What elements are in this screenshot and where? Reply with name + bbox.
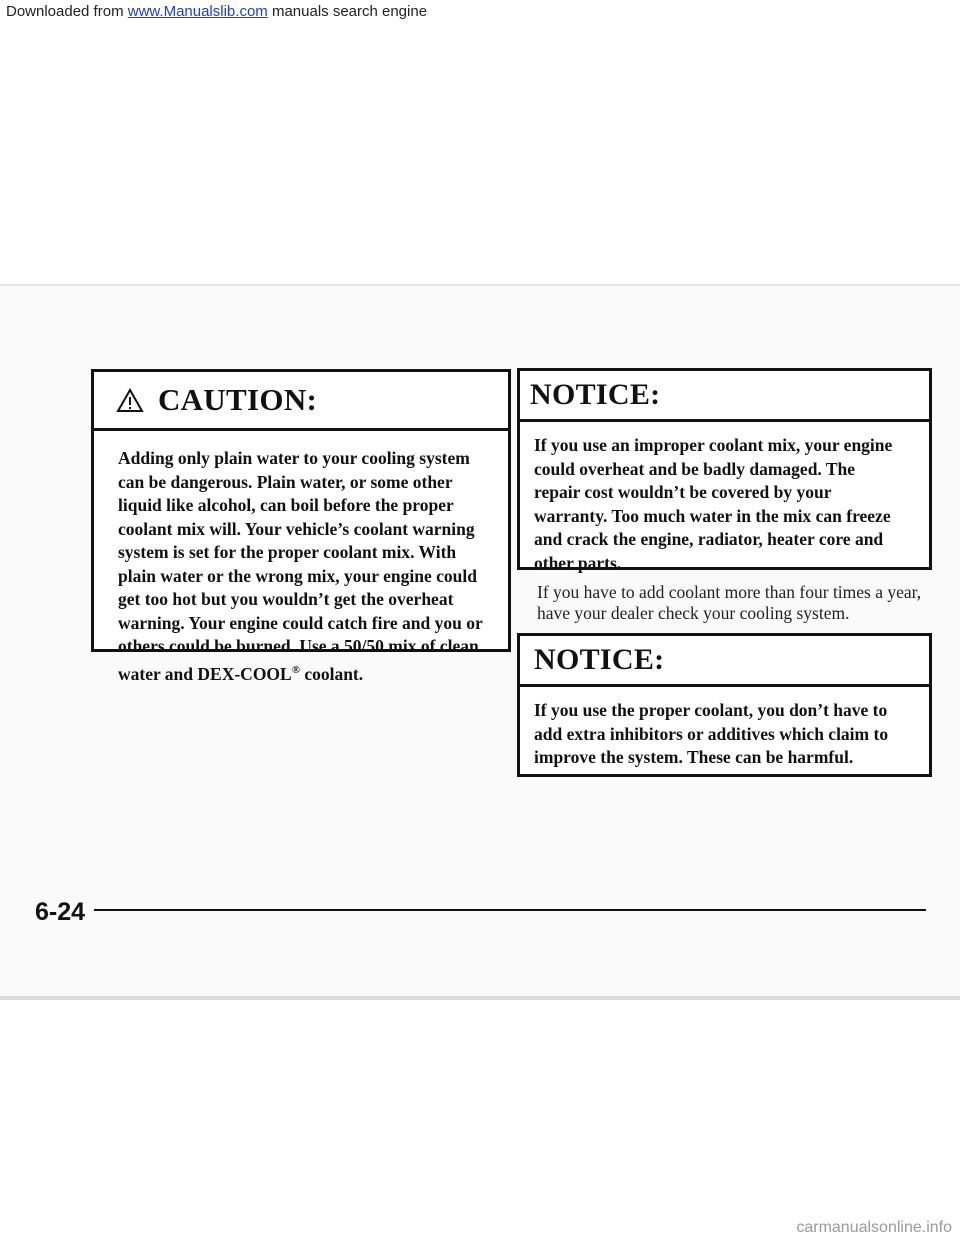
caution-line: Adding only plain water to your cooling system [118,448,470,468]
page-bottom-edge [0,996,960,1000]
manualslib-link[interactable]: www.Manualslib.com [127,3,268,20]
notice-text [520,687,929,770]
caution-text [94,431,508,686]
paragraph-line: have your dealer check your cooling system. [537,603,850,623]
caution-line: others could be burned. Use a 50/50 mix of clean [118,636,479,656]
caution-line: warning. Your engine could catch fire and you or [118,612,483,633]
notice-header [520,636,929,687]
caution-line: liquid like alcohol, can boil before the proper [118,495,454,515]
notice-box-additives [517,633,932,777]
download-source-banner [6,3,427,20]
notice-header [520,371,929,422]
notice-line: could overheat and be badly damaged. The [534,458,856,479]
banner-prefix: Downloaded from [6,3,128,20]
notice-title: NOTICE: [534,643,665,676]
caution-title: CAUTION: [158,382,318,417]
coolant-frequency-paragraph [537,582,937,624]
caution-line: get too hot but you wouldn’t get the overheat [118,589,454,609]
caution-line: plain water or the wrong mix, your engine could [118,565,477,586]
caution-line: system is set for the proper coolant mix. With [118,542,457,562]
caution-triangle-icon [116,388,144,413]
paragraph-line: If you have to add coolant more than four times a year, [537,582,922,602]
notice-line: If you use the proper coolant, you don’t have to [534,700,888,720]
caution-line: can be dangerous. Plain water, or some other [118,471,453,492]
notice-text [520,422,929,575]
caution-header [94,372,508,431]
footer-rule [94,909,926,911]
notice-line: repair cost wouldn’t be covered by your [534,482,832,502]
caution-line [118,659,494,686]
notice-line: other parts. [534,552,622,573]
banner-suffix: manuals search engine [267,3,428,20]
notice-line: If you use an improper coolant mix, your engine [534,435,893,455]
notice-line: improve the system. These can be harmful. [534,747,854,767]
notice-box-coolant-mix [517,368,932,573]
notice-line: and crack the engine, radiator, heater core and [534,529,884,549]
notice-line: warranty. Too much water in the mix can freeze [534,505,891,526]
caution-last-line-start: water and DEX-COOL [118,663,292,684]
notice-title: NOTICE: [530,378,661,411]
notice-line: add extra inhibitors or additives which claim to [534,723,889,744]
page-number: 6-24 [35,898,86,926]
site-watermark: carmanualsonline.info [796,1219,952,1236]
caution-box [91,369,511,684]
caution-last-line-end: coolant. [299,663,364,684]
registered-mark: ® [291,663,300,676]
caution-line: coolant mix will. Your vehicle’s coolant warning [118,518,475,539]
